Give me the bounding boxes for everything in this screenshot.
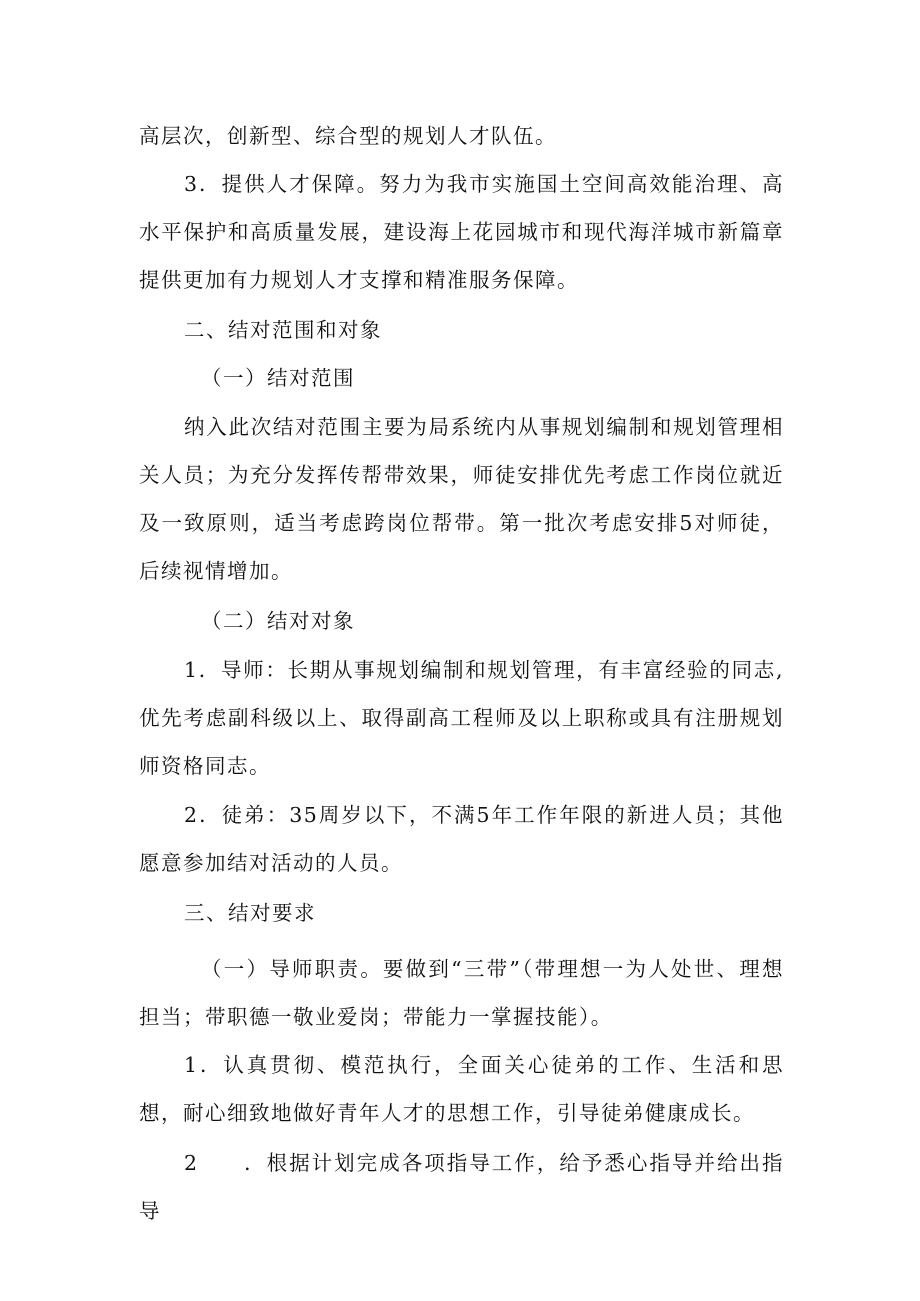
section-heading-2: 二、结对范围和对象 — [184, 318, 382, 342]
paragraph-item-3: 3．提供人才保障。努力为我市实施国土空间高效能治理、高水平保护和高质量发展，建设海上花园城市和现代海洋城市新篇章提供更加有力规划人才支撑和精准服务保障。 — [139, 172, 784, 292]
paragraph-continuation: 高层次，创新型、综合型的规划人才队伍。 — [139, 124, 557, 148]
subsection-heading-targets: （二）结对对象 — [201, 609, 355, 633]
paragraph-mentor: 1．导师：长期从事规划编制和规划管理，有丰富经验的同志,优先考虑副科级以上、取得副高工程师及以上职称或具有注册规划师资格同志。 — [139, 658, 784, 778]
paragraph-duty-1: 1．认真贯彻、模范执行，全面关心徒弟的工作、生活和思想，耐心细致地做好青年人才的思想工作，引导徒弟健康成长。 — [139, 1053, 784, 1125]
subsection-heading-scope: （一）结对范围 — [201, 366, 355, 390]
paragraph-duty-2: 2 ．根据计划完成各项指导工作，给予悉心指导并给出指导 — [139, 1151, 784, 1223]
paragraph-scope: 纳入此次结对范围主要为局系统内从事规划编制和规划管理相关人员；为充分发挥传帮带效果，师徒安排优先考虑工作岗位就近及一致原则，适当考虑跨岗位帮带。第一批次考虑安排5对师徒，后续视情增加。 — [139, 415, 784, 583]
paragraph-apprentice: 2．徒弟：35周岁以下，不满5年工作年限的新进人员；其他愿意参加结对活动的人员。 — [139, 803, 784, 875]
section-heading-3: 三、结对要求 — [184, 901, 316, 925]
paragraph-mentor-duties: （一）导师职责。要做到“三带”（带理想一为人处世、理想担当；带职德一敬业爱岗；带能力一掌握技能）。 — [139, 957, 784, 1029]
